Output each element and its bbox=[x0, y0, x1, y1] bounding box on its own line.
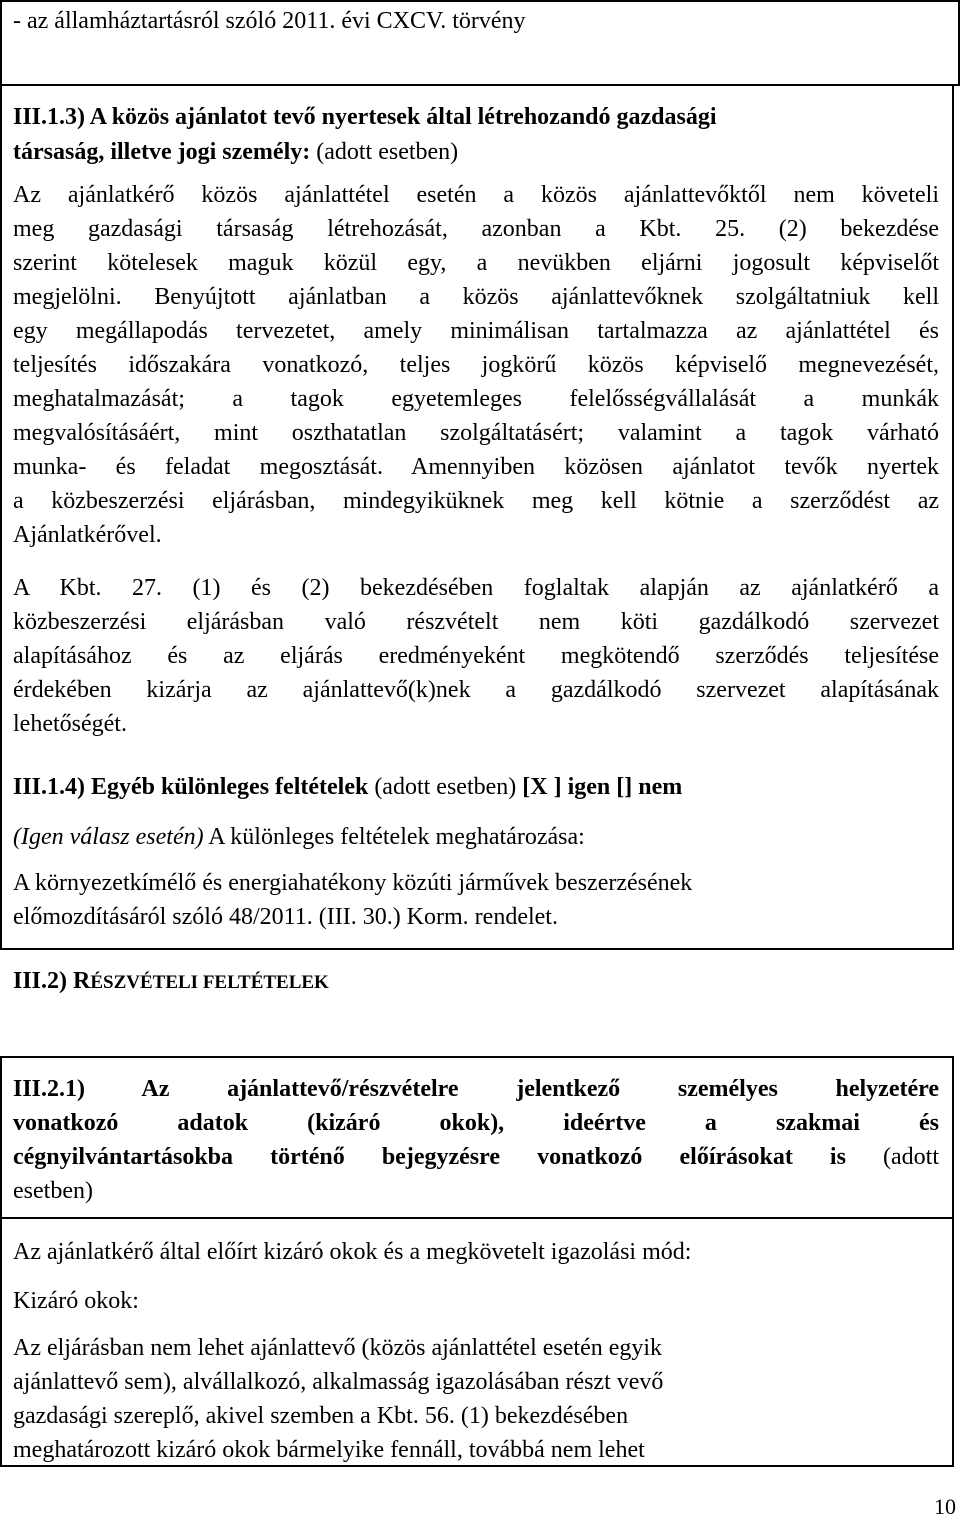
section-313-title-2: társaság, illetve jogi személy: (adott esetben) bbox=[13, 139, 459, 165]
section-32-heading: III.2) RÉSZVÉTELI FELTÉTELEK bbox=[13, 968, 329, 994]
text-line: A Kbt. 27. (1) és (2) bekezdésében foglaltak alapján az ajánlatkérő a bbox=[13, 575, 939, 601]
text-line: gazdasági szereplő, akivel szemben a Kbt. 56. (1) bekezdésében bbox=[13, 1403, 629, 1429]
text-line: munka- és feladat megosztását. Amennyiben közösen ajánlatot tevők nyertek bbox=[13, 454, 939, 480]
text-line: megvalósításáért, mint oszthatatlan szolgáltatásért; valamint a tagok várható bbox=[13, 420, 939, 446]
section-321-title: cégnyilvántartásokba történő bejegyzésre vonatkozó előírásokat is (adott bbox=[13, 1144, 939, 1170]
section-313-title: III.1.3) A közös ajánlatot tevő nyertesek által létrehozandó gazdasági bbox=[13, 104, 717, 130]
text-line: A környezetkímélő és energiahatékony közúti járművek beszerzésének bbox=[13, 870, 693, 896]
text-line: szerint kötelesek maguk közül egy, a nevükben eljárni jogosult képviselőt bbox=[13, 250, 939, 276]
text-line: meghatározott kizáró okok bármelyike fennáll, továbbá nem lehet bbox=[13, 1437, 645, 1463]
text-line: lehetőségét. bbox=[13, 711, 127, 737]
page-number: 10 bbox=[934, 1494, 956, 1519]
text-line: Az eljárásban nem lehet ajánlattevő (közös ajánlattétel esetén egyik bbox=[13, 1335, 663, 1361]
method-label: Az ajánlatkérő által előírt kizáró okok és a megkövetelt igazolási mód: bbox=[13, 1239, 692, 1265]
section-321-title: esetben) bbox=[13, 1178, 93, 1204]
text-line: Ajánlatkérővel. bbox=[13, 522, 162, 548]
section-321-title: III.2.1) Az ajánlattevő/részvételre jelentkező személyes helyzetére bbox=[13, 1076, 939, 1102]
grounds-label: Kizáró okok: bbox=[13, 1288, 139, 1314]
section-314-label: (Igen válasz esetén) A különleges feltételek meghatározása: bbox=[13, 824, 585, 850]
text-line: megjelölni. Benyújtott ajánlatban a közös ajánlattevőknek szolgáltatniuk kell bbox=[13, 284, 939, 310]
text-line: közbeszerzési eljárásban való részvételt nem köti gazdálkodó szervezet bbox=[13, 609, 939, 635]
header-line: - az államháztartásról szóló 2011. évi CXCV. törvény bbox=[13, 8, 526, 34]
text-line: a közbeszerzési eljárásban, mindegyiküknek meg kell kötnie a szerződést az bbox=[13, 488, 939, 514]
text-line: Az ajánlatkérő közös ajánlattétel esetén a közös ajánlattevőktől nem követeli bbox=[13, 182, 939, 208]
text-line: érdekében kizárja az ajánlattevő(k)nek a gazdálkodó szervezet alapításának bbox=[13, 677, 939, 703]
text-line: meghatalmazását; a tagok egyetemleges felelősségvállalását a munkák bbox=[13, 386, 939, 412]
text-line: előmozdításáról szóló 48/2011. (III. 30.) Korm. rendelet. bbox=[13, 904, 558, 930]
text-line: egy megállapodás tervezetet, amely minimálisan tartalmazza az ajánlattétel és bbox=[13, 318, 939, 344]
section-321-title: vonatkozó adatok (kizáró okok), ideértve a szakmai és bbox=[13, 1110, 939, 1136]
text-line: ajánlattevő sem), alvállalkozó, alkalmasság igazolásában részt vevő bbox=[13, 1369, 664, 1395]
text-line: alapításához és az eljárás eredményeként megkötendő szerződés teljesítése bbox=[13, 643, 939, 669]
section-314-title: III.1.4) Egyéb különleges feltételek (adott esetben) [X ] igen [] nem bbox=[13, 774, 683, 800]
text-line: meg gazdasági társaság létrehozását, azonban a Kbt. 25. (2) bekezdése bbox=[13, 216, 939, 242]
text-line: teljesítés időszakára vonatkozó, teljes jogkörű közös képviselő megnevezését, bbox=[13, 352, 939, 378]
